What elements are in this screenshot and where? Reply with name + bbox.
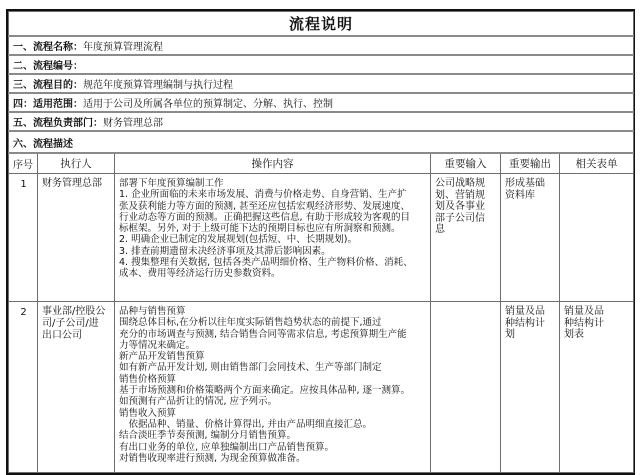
table-header-row — [9, 153, 634, 174]
content-line: 基于市场预测和价格策略两个方面来确定。应按具体品种, 逐一测算。 — [119, 385, 411, 397]
header-input: 重要输入 — [431, 153, 501, 174]
row-input — [431, 174, 501, 302]
executor-line: 司/子公司/进 — [42, 318, 99, 329]
content-line: 如预测有产品折让的情况, 应予列示。 — [119, 396, 278, 408]
info-value: 财务管理总部 — [103, 118, 163, 129]
info-label: 五、流程负责部门： — [13, 118, 103, 129]
row-output — [501, 302, 560, 473]
content-line: 依据品种、销量、价格计算得出, 并由产品明细直接汇总。 — [119, 418, 373, 430]
content-line: 4. 搜集整理有关数据, 包括各类产品明细价格、生产物料价格、消耗、 — [119, 257, 413, 269]
content-line: 品种与销售预算 — [119, 306, 186, 317]
row-forms — [560, 302, 634, 473]
info-row-responsible-dept — [9, 112, 634, 131]
content-line: 成本、费用等经济运行历史参数资料。 — [119, 268, 281, 280]
process-table — [8, 11, 634, 473]
content-line: 新产品开发销售预算 — [119, 351, 205, 363]
info-label: 四：适用范围： — [13, 99, 83, 110]
info-row-process-description — [9, 131, 634, 153]
row-content — [115, 302, 431, 473]
content-line: 行业动态等方面的预测。正确把握这些信息, 有助于形成较为客观的目 — [119, 211, 411, 223]
row-executor — [38, 174, 115, 302]
output-line: 资料库 — [505, 189, 535, 201]
input-line: 划、营销规 — [435, 189, 485, 201]
executor-line: 财务管理总部 — [42, 178, 102, 189]
executor-line: 事业部/控股公 — [42, 306, 106, 317]
input-line: 部子公司信 — [435, 212, 485, 224]
content-line: 充分的市场调查与预测, 结合销售合同等需求信息, 考虑预算期生产能 — [119, 328, 407, 340]
row-output — [501, 174, 560, 302]
info-row-process-purpose — [9, 74, 634, 93]
input-line: 公司战略规 — [435, 178, 485, 189]
content-line: 1. 企业所面临的未来市场发展、消费与价格走势、自身营销、生产扩 — [119, 189, 407, 201]
table-row — [9, 302, 634, 473]
content-line: 结合淡旺季节奏预测, 编制分月销售预算。 — [119, 430, 297, 442]
document-title: 流程说明 — [9, 12, 634, 37]
output-line: 划 — [505, 329, 515, 340]
content-line: 力等情况来确定。 — [119, 339, 196, 351]
content-line: 张及获利能力等方面的预测, 甚至还应包括宏观经济形势、发展速度、 — [119, 200, 411, 212]
row-content — [115, 174, 431, 302]
header-output: 重要输出 — [501, 153, 560, 174]
process-description-sheet — [6, 9, 635, 475]
info-label: 一、流程名称： — [13, 42, 83, 53]
forms-line: 种结构计 — [564, 317, 604, 329]
forms-line: 划表 — [564, 329, 584, 340]
content-line: 有出口业务的单位, 应单独编制出口产品销售预算。 — [119, 441, 335, 453]
info-value: 年度预算管理流程 — [83, 42, 163, 53]
content-line: 如有新产品开发计划, 则由销售部门会同技术、生产等部门制定 — [119, 362, 382, 374]
output-line: 种结构计 — [505, 317, 545, 329]
input-line: 息 — [435, 224, 445, 235]
content-line: 销售收入预算 — [119, 407, 177, 419]
content-line: 对销售收现率进行预测, 为现金预算做准备。 — [119, 452, 306, 464]
content-line: 2. 明确企业已制定的发展规划(包括短、中、长期规划)。 — [119, 234, 357, 246]
row-seq: 2 — [9, 302, 38, 473]
info-row-process-number — [9, 55, 634, 74]
content-line: 部署下年度预算编制工作 — [119, 178, 224, 189]
info-value: 适用于公司及所属各单位的预算制定、分解、执行、控制 — [83, 99, 333, 110]
content-line: 销售价格预算 — [119, 373, 177, 385]
row-input — [431, 302, 501, 473]
content-line: 标框架。另外, 对于上级可能下达的预期目标也应有所洞察和预测。 — [119, 223, 401, 235]
forms-line: 销量及品 — [564, 306, 604, 317]
header-seq: 序号 — [9, 153, 38, 174]
header-forms: 相关表单 — [560, 153, 634, 174]
info-row-process-name — [9, 36, 634, 55]
output-line: 形成基础 — [505, 178, 545, 189]
input-line: 划及各事业 — [435, 201, 485, 212]
executor-line: 出口公司 — [42, 330, 82, 341]
table-row — [9, 174, 634, 302]
header-executor: 执行人 — [38, 153, 115, 174]
header-content: 操作内容 — [115, 153, 431, 174]
row-seq: 1 — [9, 174, 38, 302]
content-line: 围绕总体目标,在分析以往年度实际销售趋势状态的前提下,通过 — [119, 317, 382, 329]
info-row-scope — [9, 93, 634, 112]
content-line: 3. 排查前期遗留未决经济事项及其滞后影响因素。 — [119, 245, 331, 257]
info-label: 二、流程编号： — [13, 61, 83, 72]
info-label: 三、流程目的： — [13, 80, 83, 91]
info-value: 规范年度预算管理编制与执行过程 — [83, 80, 233, 91]
row-forms — [560, 174, 634, 302]
output-line: 销量及品 — [505, 306, 545, 317]
info-label: 六、流程描述 — [13, 138, 73, 150]
row-executor — [38, 302, 115, 473]
